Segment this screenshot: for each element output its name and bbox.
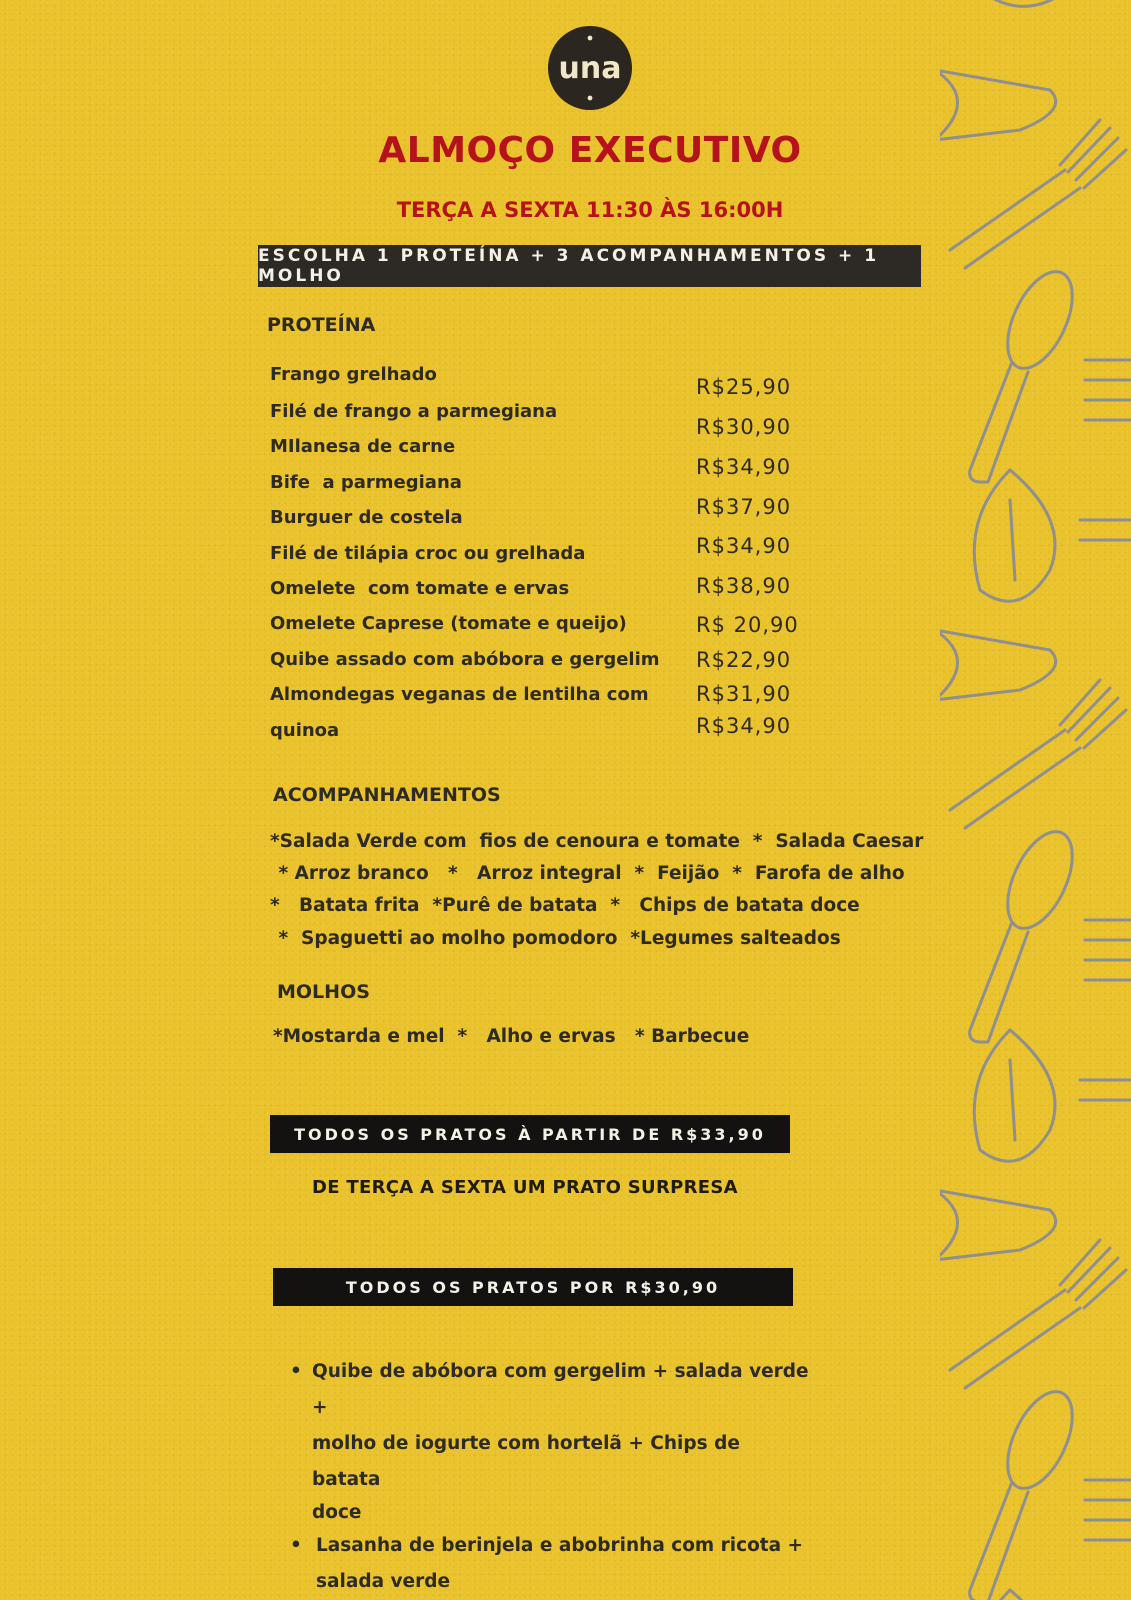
molhos-line: *Mostarda e mel * Alho e ervas * Barbecue: [273, 1026, 750, 1047]
protein-price: R$34,90: [696, 714, 792, 738]
protein-item: quinoa: [270, 720, 340, 741]
protein-item: Filé de tilápia croc ou grelhada: [270, 543, 586, 564]
utensil-group-icon: [940, 70, 1131, 601]
choose-banner: ESCOLHA 1 PROTEÍNA + 3 ACOMPANHAMENTOS + 1 MOLHO: [258, 245, 921, 287]
list-item: • Lasanha de berinjela e abobrinha com ricota + salada verde: [290, 1528, 810, 1600]
protein-price: R$31,90: [696, 682, 792, 706]
acompanhamentos-line: *Salada Verde com fios de cenoura e tomate * Salada Caesar: [270, 831, 924, 852]
utensils-pattern-icon: [940, 0, 1131, 1600]
protein-item: Omelete Caprese (tomate e queijo): [270, 613, 627, 634]
acompanhamentos-line: * Arroz branco * Arroz integral * Feijão * Farofa de alho: [272, 863, 905, 884]
acompanhamentos-line: * Spaguetti ao molho pomodoro *Legumes salteados: [272, 928, 841, 949]
logo-icon: [548, 26, 632, 110]
svg-text:una: una: [558, 51, 622, 86]
protein-price: R$25,90: [696, 375, 792, 399]
protein-price: R$22,90: [696, 648, 792, 672]
acompanhamentos-line: * Batata frita *Purê de batata * Chips de batata doce: [270, 895, 860, 916]
protein-price: R$38,90: [696, 574, 792, 598]
protein-price: R$34,90: [696, 534, 792, 558]
specials-list: [290, 1354, 810, 1600]
protein-item: Almondegas veganas de lentilha com: [270, 684, 649, 705]
una-logo: [548, 26, 632, 110]
protein-item: MIlanesa de carne: [270, 436, 456, 457]
protein-item: Omelete com tomate e ervas: [270, 578, 570, 599]
schedule-subtitle: TERÇA A SEXTA 11:30 ÀS 16:00H: [396, 198, 784, 222]
protein-price: R$30,90: [696, 415, 792, 439]
protein-item: Filé de frango a parmegiana: [270, 401, 558, 422]
protein-price: R$34,90: [696, 455, 792, 479]
acompanhamentos-heading: ACOMPANHAMENTOS: [273, 784, 501, 806]
protein-item: Quibe assado com abóbora e gergelim: [270, 649, 660, 670]
protein-item: Burguer de costela: [270, 507, 463, 528]
protein-item: Bife a parmegiana: [270, 472, 462, 493]
protein-item: Frango grelhado: [270, 364, 437, 385]
promo-banner-fixed-price: TODOS OS PRATOS POR R$30,90: [273, 1268, 793, 1306]
surprise-dish-text: DE TERÇA A SEXTA UM PRATO SURPRESA: [312, 1177, 738, 1198]
list-item: • Quibe de abóbora com gergelim + salada verde + molho de iogurte com hortelã + Chips de batata doce: [290, 1354, 810, 1528]
molhos-heading: MOLHOS: [277, 981, 370, 1003]
promo-banner-from-price: TODOS OS PRATOS À PARTIR DE R$33,90: [270, 1115, 790, 1153]
protein-price: R$ 20,90: [696, 613, 799, 637]
protein-price: R$37,90: [696, 495, 792, 519]
page-title: ALMOÇO EXECUTIVO: [378, 130, 802, 171]
proteina-heading: PROTEÍNA: [267, 314, 376, 336]
